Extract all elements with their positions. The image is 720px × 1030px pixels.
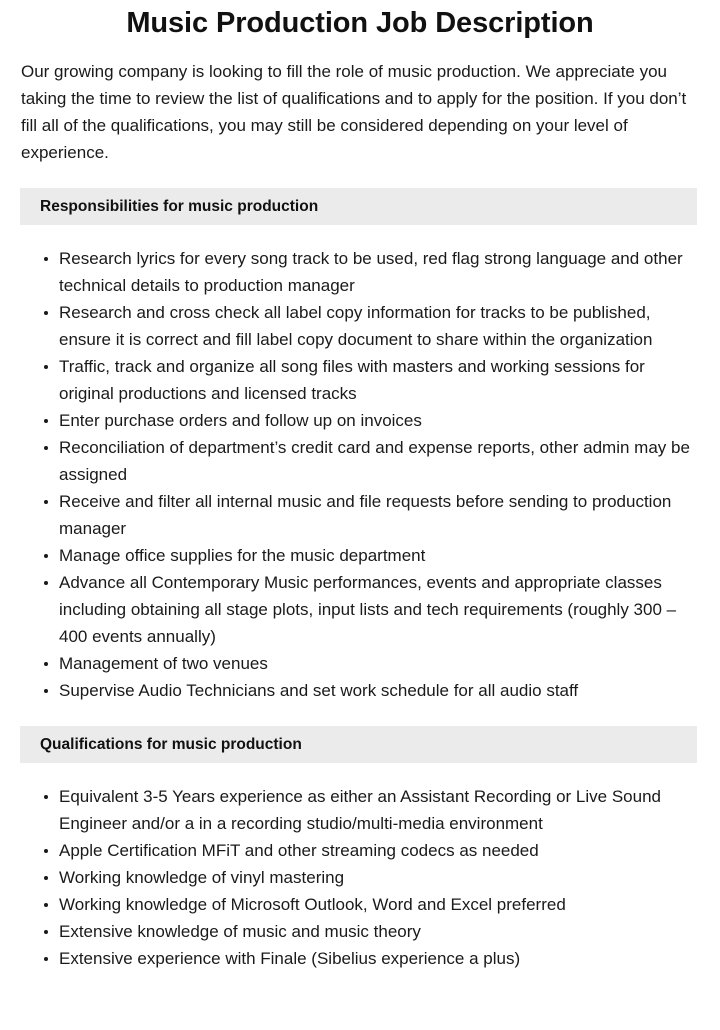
- list-item: Extensive knowledge of music and music theory: [0, 918, 720, 945]
- list-item: Manage office supplies for the music department: [0, 542, 720, 569]
- section-header-responsibilities: [20, 188, 697, 225]
- intro-paragraph: Our growing company is looking to fill the role of music production. We appreciate you taking the time to review the list of qualifications and to apply for the position. If you don’t fill all of the qualifications, you may still be considered depending on your level of experience.: [21, 62, 687, 162]
- section-header-qualifications: [20, 726, 697, 763]
- page-title: Music Production Job Description: [126, 7, 594, 39]
- list-item: Equivalent 3-5 Years experience as either an Assistant Recording or Live Sound Engineer and/or a in a recording studio/multi-media environment: [0, 783, 720, 837]
- list-item: Apple Certification MFiT and other streaming codecs as needed: [0, 837, 720, 864]
- list-item: Traffic, track and organize all song files with masters and working sessions for original productions and licensed tracks: [0, 353, 720, 407]
- responsibilities-list: [0, 245, 720, 704]
- list-item: Research and cross check all label copy information for tracks to be published, ensure it is correct and fill label copy document to share within the organization: [0, 299, 720, 353]
- list-item: Receive and filter all internal music and file requests before sending to production manager: [0, 488, 720, 542]
- list-item: Research lyrics for every song track to be used, red flag strong language and other technical details to production manager: [0, 245, 720, 299]
- list-item: Advance all Contemporary Music performances, events and appropriate classes including obtaining all stage plots, input lists and tech requirements (roughly 300 – 400 events annually): [0, 569, 720, 650]
- section-header-label: Qualifications for music production: [40, 736, 302, 753]
- list-item: Supervise Audio Technicians and set work schedule for all audio staff: [0, 677, 720, 704]
- section-header-label: Responsibilities for music production: [40, 198, 319, 215]
- list-item: Working knowledge of Microsoft Outlook, Word and Excel preferred: [0, 891, 720, 918]
- list-item: Extensive experience with Finale (Sibelius experience a plus): [0, 945, 720, 972]
- qualifications-list: [0, 783, 720, 972]
- list-item: Management of two venues: [0, 650, 720, 677]
- list-item: Reconciliation of department’s credit card and expense reports, other admin may be assigned: [0, 434, 720, 488]
- list-item: Working knowledge of vinyl mastering: [0, 864, 720, 891]
- list-item: Enter purchase orders and follow up on invoices: [0, 407, 720, 434]
